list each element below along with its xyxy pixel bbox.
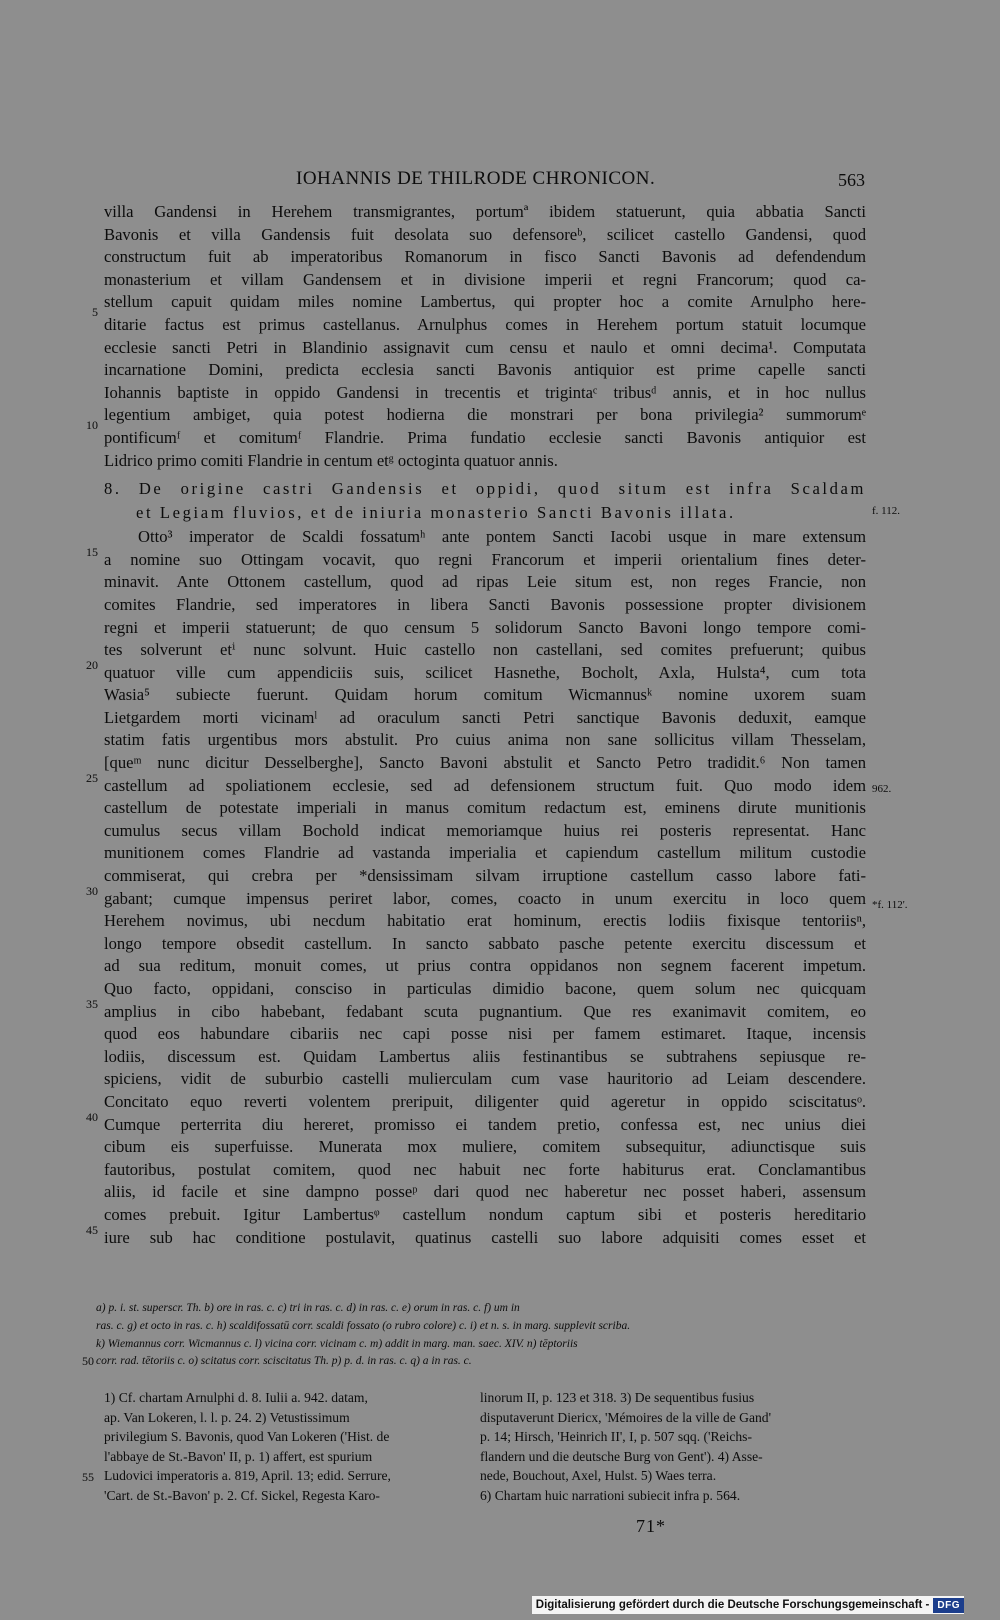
text-line: aliis, id facile et sine dampno posseᵖ dari quod nec haberetur nec posset haberi, assensum [104,1182,866,1202]
line-number: 40 [86,1110,98,1124]
text-line: comes prebuit. Igitur Lambertusᵠ castellum nondum captum sibi et posteris hereditario [104,1204,866,1224]
text-line: Wasia⁵ subiecte fuerunt. Quidam horum comitum Wicmannusᵏ nomine uxorem suam [104,685,866,705]
text-line: Concitato equo reverti volentem preripuit, diligenter quid ageretur in oppido sciscitatusᵒ. [104,1091,866,1111]
text-line: villa Gandensi in Herehem transmigrantes, portumª ibidem statuerunt, quia abbatia Sancti [104,202,866,221]
line-number: 20 [86,658,98,672]
line-number: 55 [82,1470,94,1484]
text-line: ecclesie sancti Petri in Blandinio assignavit cum censu et naulo et omni decima¹. Computata [104,337,866,357]
text-line: spiciens, vidit de suburbio castelli mulierculam cum vase hauritorio ad Leiam descendere. [104,1069,866,1089]
text-line: cumulus secus villam Bochold indicat memoriamque huius rei posteris representat. Hanc [104,820,866,840]
line-number: 45 [86,1223,98,1237]
text-line: Lidrico primo comiti Flandrie in centum etᵍ octoginta quatuor annis. [104,450,558,470]
footnote-line: nede, Bouchout, Axel, Hulst. 5) Waes terra. [480,1468,717,1484]
footnote-line: ap. Van Lokeren, l. l. p. 24. 2) Vetustissimum [104,1409,350,1425]
text-line: tes solverunt etⁱ nunc solvunt. Huic castello non castellani, sed comites prefuerunt; quibus [104,640,866,660]
text-line: incarnatione Domini, predicta ecclesia sancti Bavonis antiquior est prime capelle sancti [104,360,866,380]
text-line: Herehem novimus, ubi necdum habitatio erat hominum, erectis lodiis fixisque tentoriisⁿ, [104,911,866,931]
footnote-line: disputaverunt Diericx, 'Mémoires de la ville de Gand' [480,1409,772,1425]
footnote-line: 1) Cf. chartam Arnulphi d. 8. Iulii a. 942. datam, [104,1390,368,1405]
text-line: castellum de potestate imperiali in manus comitum redactum est, eminens dirute munitionis [104,798,866,818]
line-number: 30 [86,884,98,898]
footnote-line: 'Cart. de St.-Bavon' p. 2. Cf. Sickel, Regesta Karo- [104,1487,380,1503]
line-number: 25 [86,771,98,785]
text-line: Bavonis et villa Gandensis fuit desolata suo defensoreᵇ, scilicet castello Gandensi, quod [104,224,866,244]
line-number: 15 [86,545,98,559]
footnote-line: l'abbaye de St.-Bavon' II, p. 1) affert, est spurium [104,1448,373,1464]
text-line: munitionem comes Flandrie ad vastanda imperialia et capiendum castellum militum custodie [104,843,866,863]
text-line: regni et imperii statuerunt; de quo censum 5 solidorum Sancto Bavoni longo tempore comi- [104,617,866,637]
text-line: lodiis, discessum est. Quidam Lambertus aliis festinantibus se subtrahens sepiusque re- [104,1046,866,1066]
text-line: quod eos habundare cibariis nec capi posse nisi per famem estimaret. Itaque, incensis [104,1024,866,1044]
footnotes-right-column [480,1388,866,1506]
page-number: 563 [838,170,865,190]
text-line: ditarie factus est primus castellanus. Arnulphus comes in Herehem portum statuit locumque [104,314,866,334]
text-line: [queᵐ nunc dicitur Desselberghe], Sancto Bavoni abstulit et Sancto Petro tradidit.⁶ Non tamen [104,753,866,773]
text-line: Otto³ imperator de Scaldi fossatumʰ ante pontem Sancti Iacobi usque in mare extensum [138,527,866,547]
apparatus-line: ras. c. g) et octo in ras. c. h) scaldifossatū corr. scaldi fossato (o rubro colore) c. i) et n. s. in marg. supplevit scriba. [96,1319,631,1332]
signature-mark: 71* [636,1516,666,1536]
apparatus-line: corr. rad. tētoriis c. o) scitatus corr. sciscitatus Th. p) p. d. in ras. c. q) a in ras. c. [96,1355,472,1368]
text-line: iure sub hac conditione postulavit, quatinus castelli suo labore adquisiti comes esset et [104,1227,866,1247]
page-header [0,168,1000,196]
section-heading: 8. De origine castri Gandensis et oppidi, quod situm est infra Scaldam [104,479,866,499]
text-line: legentium ambiget, quia potest hodierna die monstrari per bona privilegia² summorumᵉ [104,405,866,425]
text-line: cibum eis superfuisse. Munerata mox muliere, comitem subsequitur, adiunctisque suis [104,1137,866,1157]
line-number: 10 [86,418,98,432]
text-line: ad sua reditum, monuit comes, ut prius contra oppidanos non segnem facerent impetum. [104,956,866,976]
footnote-line: privilegium S. Bavonis, quod Van Lokeren ('Hist. de [104,1429,390,1445]
text-line: Lietgardem morti vicinamˡ ad oraculum sancti Petri sanctique Bavonis deduxit, eamque [104,707,866,727]
line-number: 5 [92,305,98,319]
text-line: Cumque perterrita diu hereret, promisso ei tandem pretio, confessa est, nec unius diei [104,1114,866,1134]
text-line: pontificumᶠ et comitumᶠ Flandrie. Prima fundatio ecclesie sancti Bavonis antiquior est [104,427,866,447]
text-line: stellum capuit quidam miles nomine Lambertus, qui propter hoc a comite Arnulpho here- [104,292,866,312]
text-line: fautoribus, postulat comitem, quod nec habuit nec forte habiturus erat. Conclamantibus [104,1159,866,1179]
text-line: minavit. Ante Ottonem castellum, quod ad ripas Leie situm est, non reges Francie, non [104,572,866,592]
footnote-line: flandern und die deutsche Burg von Gent'). 4) Asse- [480,1448,763,1464]
footnotes-left-column [104,1388,474,1506]
critical-apparatus [96,1300,866,1371]
footnote-line: linorum II, p. 123 et 318. 3) De sequentibus fusius [480,1390,755,1405]
footnote-line: 6) Chartam huic narrationi subiecit infra p. 564. [480,1487,741,1503]
text-line: a nomine suo Ottingam vocavit, quo regni Francorum et imperii orientalium fines deter- [104,549,866,569]
text-line: constructum fuit ab imperatoribus Romanorum in fisco Sancti Bavonis ad defendendum [104,247,866,267]
text-line: longo tempore obsedit castellum. In sancto sabbato pasche petente exercitu discessum et [104,933,866,953]
main-text [104,201,866,1249]
running-title: IOHANNIS DE THILRODE CHRONICON. [296,168,656,189]
apparatus-line: k) Wiemannus corr. Wicmannus c. l) vicina corr. vicinam c. m) addit in marg. man. saec. XIV. n) tēptoriis [96,1337,578,1350]
text-line: gabant; cumque impensus periret labor, comes, coacto in unum exercitu in loco quem [104,888,866,908]
text-line: monasterium et villam Gandensem et in divisione imperii et regni Francorum; quod ca- [104,269,866,289]
apparatus-line: a) p. i. st. superscr. Th. b) ore in ras. c. c) tri in ras. c. d) in ras. c. e) orum in ras. c. f) um in [96,1302,520,1314]
text-line: castellum ad spoliationem ecclesie, sed ad defensionem structum fuit. Quo modo idem [104,775,866,795]
line-number: 50 [82,1354,94,1368]
text-line: comites Flandrie, sed imperatores in libera Sancti Bavonis possessione propter divisionem [104,594,866,614]
text-line: Iohannis baptiste in oppido Gandensi in trecentis et trigintaᶜ tribusᵈ annis, et in hoc nullus [104,382,866,402]
text-line: commiserat, qui crebra per *densissimam silvam irruptione castellum casso labore fati- [104,866,866,886]
funding-banner [532,1596,964,1614]
text-line: amplius in cibo habebant, fedabant scuta pugnantium. Que res exanimavit comitem, eo [104,1001,866,1021]
text-line: Quo facto, oppidani, consciso in particulas dimidio bacone, quem solum nec quicquam [104,979,866,998]
text-line: statim fatis urgentibus mors abstulit. Pro cuius anima non sane sollicitus villam Thesselam, [104,730,866,750]
section-heading: et Legiam fluvios, et de iniuria monasterio Sancti Bavonis illata. [136,503,736,523]
text-line: quatuor ville cum appendiciis suis, scilicet Hasnethe, Bocholt, Axla, Hulsta⁴, cum tota [104,662,866,682]
margin-folio-note: *f. 112'. [872,899,908,911]
margin-year-note: 962. [872,783,892,795]
footnote-line: p. 14; Hirsch, 'Heinrich II', I, p. 507 sqq. ('Reichs- [480,1429,752,1445]
line-number: 35 [86,997,98,1011]
margin-folio-note: f. 112. [872,505,901,517]
funding-text: Digitalisierung gefördert durch die Deutsche Forschungsgemeinschaft - [535,1599,930,1611]
footnote-line: Ludovici imperatoris a. 819, April. 13; edid. Serrure, [104,1468,391,1484]
dfg-logo-icon: DFG [933,1598,964,1613]
